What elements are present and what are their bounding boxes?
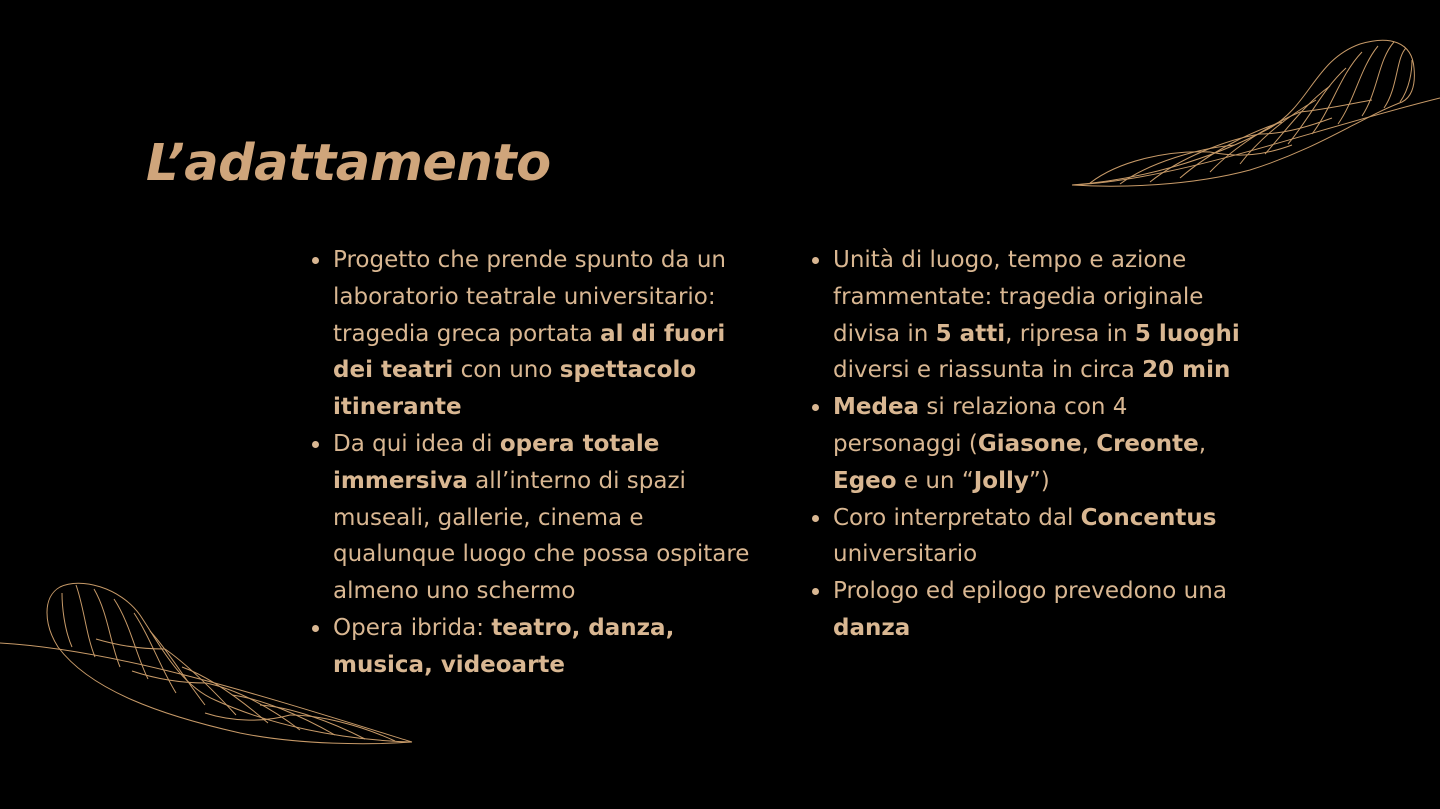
bullet-text: Progetto che prende spunto da un laboratorio teatrale universitario: tragedia greca portata [333,247,726,347]
bullet-emphasis-text: Concentus [1080,504,1217,531]
bullet-text: diversi e riassunta in circa [833,357,1143,384]
bullet-item [810,389,1250,499]
bullet-text: e un “ [896,467,974,494]
bullet-emphasis-text: 5 luoghi [1134,320,1240,347]
bullet-item [810,500,1250,574]
bullet-item [310,426,750,610]
bullet-emphasis-text: 20 min [1142,357,1231,384]
bullet-emphasis-text: Giasone [977,430,1082,457]
bullet-text: , [1081,430,1097,457]
bullet-emphasis-text: Medea [833,394,920,421]
bullet-text: ”) [1028,467,1050,494]
bullet-text: universitario [833,541,978,568]
bullet-text: si relaziona con 4 personaggi ( [833,394,1128,457]
bullet-emphasis-text: 5 atti [935,320,1006,347]
bullet-text: , ripresa in [1005,320,1135,347]
bullet-text: con uno [453,357,560,384]
bullet-emphasis-text: teatro, danza, musica, videoarte [333,614,675,678]
bullet-text: Prologo ed epilogo prevedono una [833,578,1227,605]
bullet-emphasis-text: al di fuori dei teatri [333,320,726,384]
bullet-item [810,242,1250,389]
bullet-item [310,610,750,684]
left-bullet-list [310,242,750,684]
bullet-text: , [1198,430,1207,457]
slide-title: L’adattamento [146,134,551,193]
bullet-emphasis-text: Jolly [973,467,1029,494]
right-bullet-list [810,242,1250,647]
bullet-emphasis-text: opera totale immersiva [333,430,660,494]
leaf-illustration-icon [1060,30,1440,195]
bullet-item [810,573,1250,647]
bullet-text: Unità di luogo, tempo e azione frammentate: tragedia originale divisa in [833,247,1204,347]
bullet-text: all’interno di spazi museali, gallerie, cinema e qualunque luogo che possa ospitare almeno uno schermo [333,467,750,605]
bullet-item [310,242,750,426]
bullet-text: Opera ibrida: [333,614,492,641]
bullet-text: Coro interpretato dal [833,504,1081,531]
bullet-emphasis-text: Creonte [1096,430,1199,457]
bullet-emphasis-text: spettacolo itinerante [333,357,697,421]
bullet-text: Da qui idea di [333,430,500,457]
bullet-emphasis-text: Egeo [833,467,897,494]
bullet-emphasis-text: danza [833,614,911,641]
